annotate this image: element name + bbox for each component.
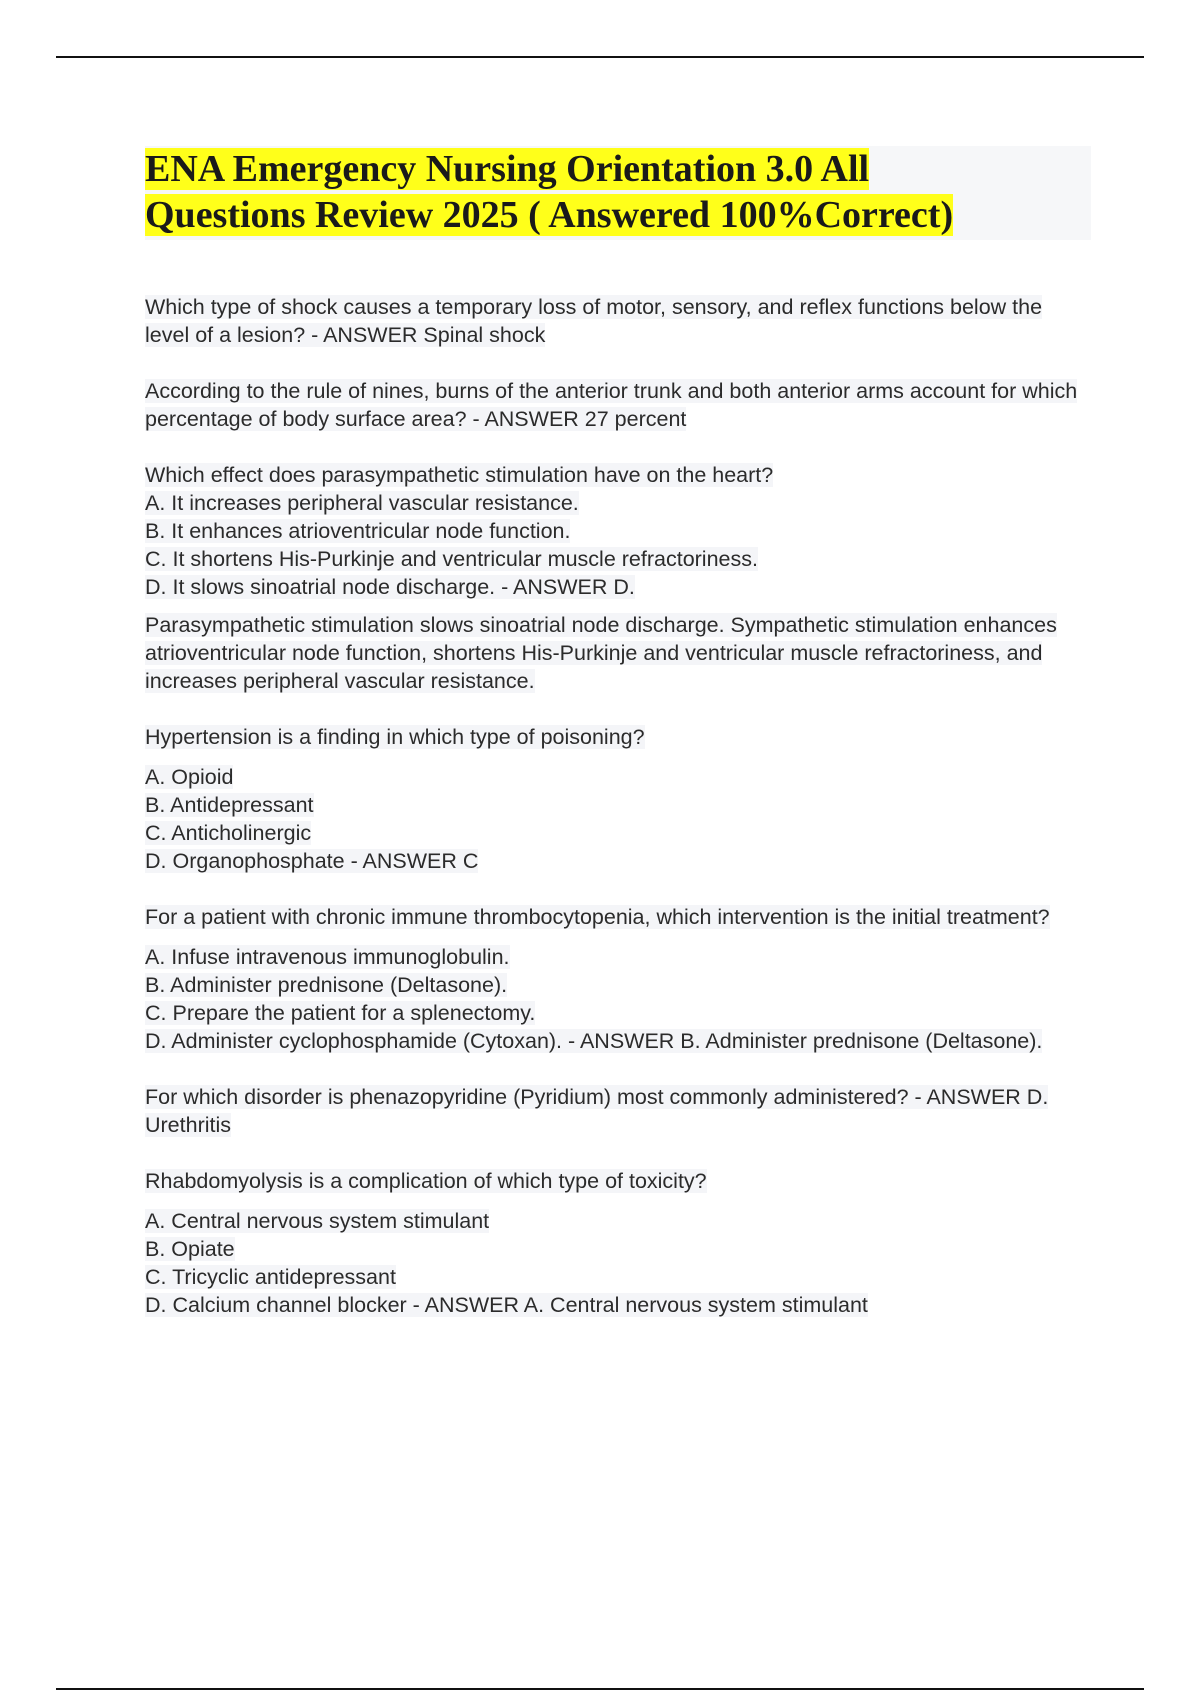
- title-line-2: Questions Review 2025 ( Answered 100%Correct): [145, 194, 954, 236]
- question-7-options: [145, 1207, 1085, 1319]
- option-a: A. Central nervous system stimulant: [145, 1209, 490, 1233]
- question-3: Which effect does parasympathetic stimulation have on the heart?: [145, 463, 774, 487]
- option-c: C. Prepare the patient for a splenectomy.: [145, 1001, 536, 1025]
- option-b: B. Antidepressant: [145, 793, 314, 817]
- footer-rule: [56, 1688, 1144, 1690]
- option-b: B. Opiate: [145, 1237, 235, 1261]
- question-6: For which disorder is phenazopyridine (Pyridium) most commonly administered? - ANSWER D. Urethritis: [145, 1085, 1049, 1137]
- option-a: A. It increases peripheral vascular resistance.: [145, 491, 579, 515]
- option-b: B. Administer prednisone (Deltasone).: [145, 973, 508, 997]
- option-d: D. Calcium channel blocker - ANSWER A. Central nervous system stimulant: [145, 1293, 868, 1317]
- question-7: Rhabdomyolysis is a complication of which type of toxicity?: [145, 1169, 707, 1193]
- option-d: D. It slows sinoatrial node discharge. - ANSWER D.: [145, 575, 635, 599]
- option-c: C. Tricyclic antidepressant: [145, 1265, 396, 1289]
- document-title: [145, 146, 1125, 238]
- question-4: Hypertension is a finding in which type of poisoning?: [145, 725, 645, 749]
- title-line-1: ENA Emergency Nursing Orientation 3.0 All: [145, 148, 870, 190]
- question-1: Which type of shock causes a temporary loss of motor, sensory, and reflex functions below the level of a lesion? - ANSWER Spinal shock: [145, 295, 1043, 347]
- question-3-options: [145, 489, 1085, 601]
- question-3-rationale: Parasympathetic stimulation slows sinoatrial node discharge. Sympathetic stimulation enhances atrioventricular node function, shortens His-Purkinje and ventricular muscle refractoriness, and increases peripheral vascular resistance.: [145, 613, 1057, 693]
- question-5: For a patient with chronic immune thrombocytopenia, which intervention is the initial treatment?: [145, 905, 1050, 929]
- option-b: B. It enhances atrioventricular node function.: [145, 519, 571, 543]
- question-4-options: [145, 763, 1085, 875]
- option-a: A. Infuse intravenous immunoglobulin.: [145, 945, 510, 969]
- option-d: D. Administer cyclophosphamide (Cytoxan). - ANSWER B. Administer prednisone (Deltasone).: [145, 1029, 1043, 1053]
- question-list: [145, 293, 1085, 1319]
- option-c: C. It shortens His-Purkinje and ventricular muscle refractoriness.: [145, 547, 758, 571]
- question-5-options: [145, 943, 1085, 1055]
- question-2: According to the rule of nines, burns of the anterior trunk and both anterior arms account for which percentage of body surface area? - ANSWER 27 percent: [145, 379, 1078, 431]
- header-rule: [56, 56, 1144, 58]
- option-a: A. Opioid: [145, 765, 234, 789]
- option-c: C. Anticholinergic: [145, 821, 312, 845]
- option-d: D. Organophosphate - ANSWER C: [145, 849, 479, 873]
